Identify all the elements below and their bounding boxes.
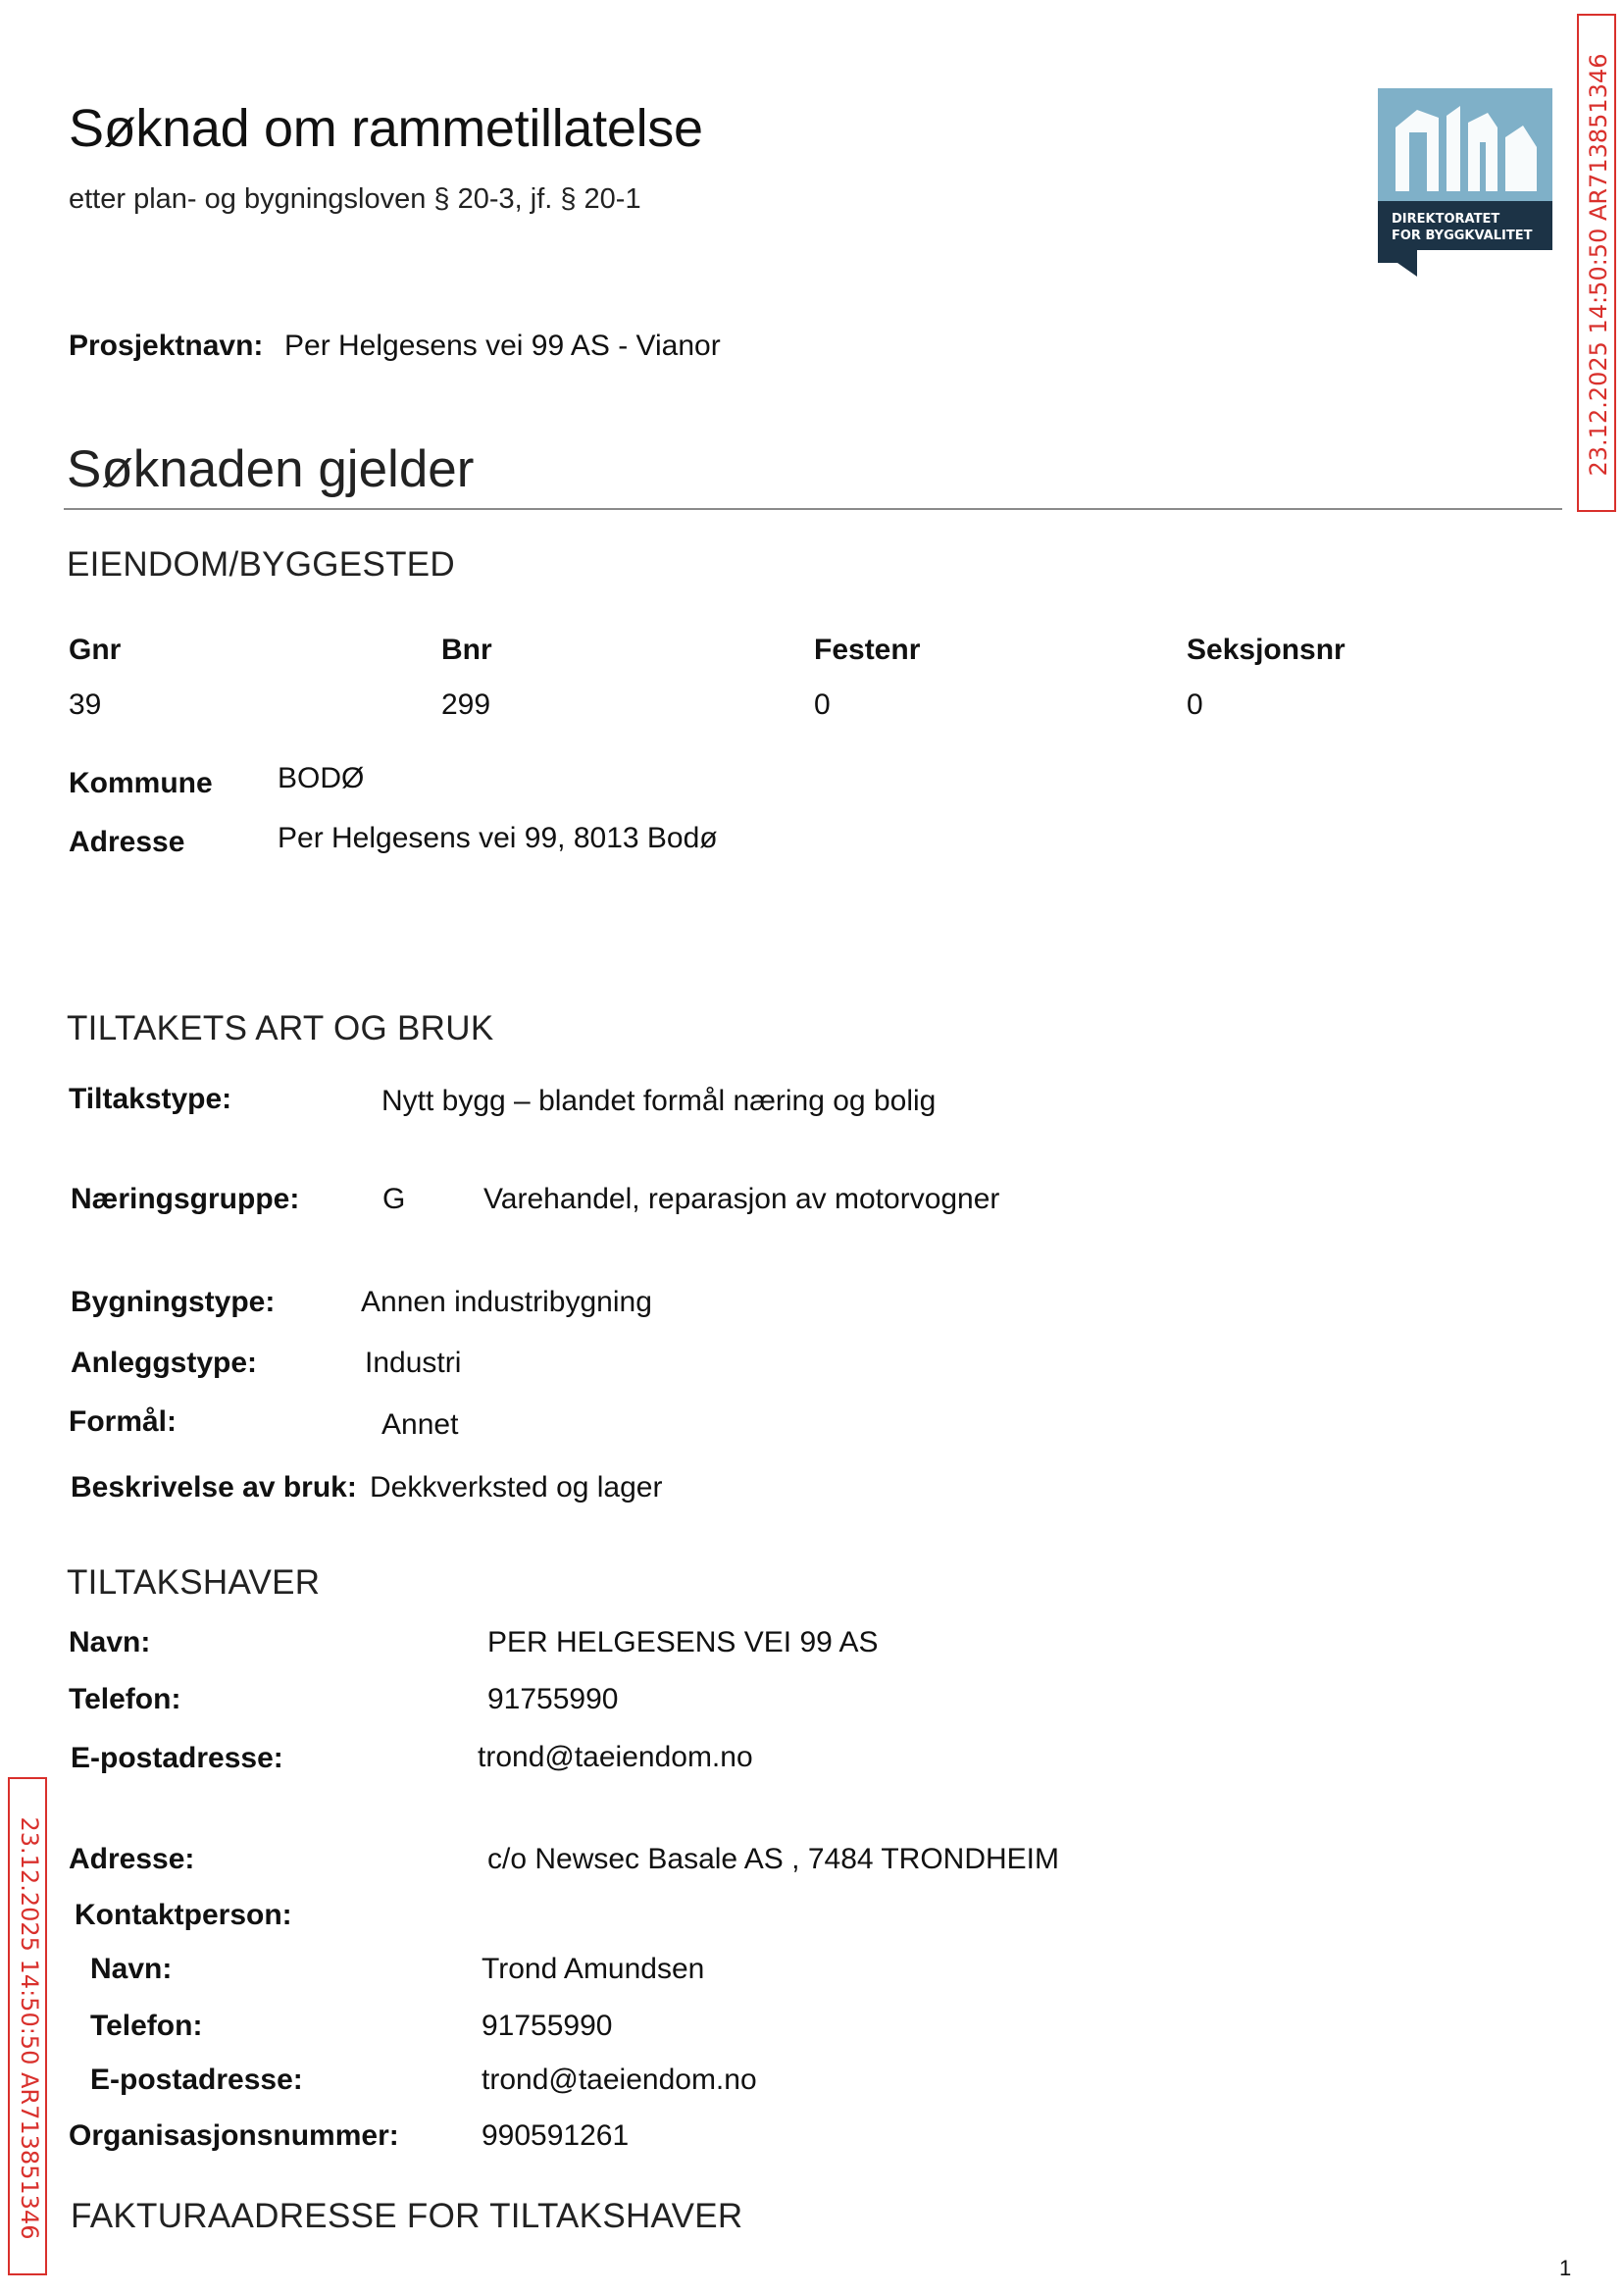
logo-text-line1: DIREKTORATET bbox=[1392, 212, 1500, 227]
heading-tiltakets-art: TILTAKETS ART OG BRUK bbox=[67, 1009, 494, 1047]
anleggstype-label: Anleggstype: bbox=[71, 1347, 258, 1379]
heading-tiltakshaver: TILTAKSHAVER bbox=[67, 1563, 321, 1602]
beskrivelse-value: Dekkverksted og lager bbox=[370, 1471, 663, 1504]
formal-label: Formål: bbox=[69, 1405, 178, 1438]
tiltakstype-label: Tiltakstype: bbox=[69, 1083, 232, 1115]
kontakt-navn-value: Trond Amundsen bbox=[482, 1953, 705, 1985]
orgnr-value: 990591261 bbox=[482, 2119, 630, 2152]
project-value: Per Helgesens vei 99 AS - Vianor bbox=[284, 330, 721, 362]
anleggstype-value: Industri bbox=[365, 1347, 462, 1379]
tiltakshaver-navn-value: PER HELGESENS VEI 99 AS bbox=[487, 1626, 879, 1658]
kontakt-epost-value: trond@taeiendom.no bbox=[482, 2064, 757, 2096]
tiltakshaver-epost-label: E-postadresse: bbox=[71, 1742, 283, 1774]
section-divider bbox=[64, 508, 1562, 510]
kontakt-navn-label: Navn: bbox=[90, 1953, 173, 1985]
tiltakshaver-adresse-value: c/o Newsec Basale AS , 7484 TRONDHEIM bbox=[487, 1843, 1060, 1875]
festenr-value: 0 bbox=[814, 688, 831, 721]
stamp-text-top: 23.12.2025 14:50:50 AR713851346 bbox=[1585, 53, 1612, 477]
tiltakshaver-adresse-label: Adresse: bbox=[69, 1843, 195, 1875]
naeringsgruppe-value: Varehandel, reparasjon av motorvogner bbox=[483, 1183, 1000, 1215]
adresse-value: Per Helgesens vei 99, 8013 Bodø bbox=[278, 822, 718, 854]
beskrivelse-label: Beskrivelse av bruk: bbox=[71, 1471, 357, 1504]
tiltakshaver-telefon-value: 91755990 bbox=[487, 1683, 619, 1715]
adresse-label: Adresse bbox=[69, 826, 185, 858]
tiltakshaver-navn-label: Navn: bbox=[69, 1626, 151, 1658]
document-subtitle: etter plan- og bygningsloven § 20-3, jf. § 20-1 bbox=[69, 183, 641, 215]
timestamp-stamp-top bbox=[1577, 14, 1616, 512]
formal-value: Annet bbox=[381, 1408, 459, 1441]
orgnr-label: Organisasjonsnummer: bbox=[69, 2119, 399, 2152]
stamp-text-left: 23.12.2025 14:50:50 AR713851346 bbox=[16, 1816, 43, 2240]
heading-fakturaadresse: FAKTURAADRESSE FOR TILTAKSHAVER bbox=[71, 2197, 743, 2235]
kontaktperson-label: Kontaktperson: bbox=[75, 1899, 292, 1931]
naeringsgruppe-label: Næringsgruppe: bbox=[71, 1183, 300, 1215]
page-number: 1 bbox=[1559, 2256, 1572, 2280]
dibk-logo bbox=[1378, 88, 1552, 277]
bygningstype-label: Bygningstype: bbox=[71, 1286, 276, 1318]
tiltakshaver-epost-value: trond@taeiendom.no bbox=[478, 1741, 753, 1773]
gnr-value: 39 bbox=[69, 688, 102, 721]
gnr-label: Gnr bbox=[69, 634, 122, 666]
tiltakshaver-telefon-label: Telefon: bbox=[69, 1683, 181, 1715]
kontakt-epost-label: E-postadresse: bbox=[90, 2064, 303, 2096]
festenr-label: Festenr bbox=[814, 634, 921, 666]
kontakt-telefon-value: 91755990 bbox=[482, 2010, 613, 2042]
tiltakstype-value: Nytt bygg – blandet formål næring og bolig bbox=[381, 1085, 937, 1117]
kommune-value: BODØ bbox=[278, 762, 365, 794]
timestamp-stamp-left bbox=[8, 1777, 47, 2275]
naeringsgruppe-code: G bbox=[382, 1183, 406, 1215]
heading-eiendom: EIENDOM/BYGGESTED bbox=[67, 545, 455, 584]
logo-text-line2: FOR BYGGKVALITET bbox=[1392, 229, 1533, 243]
bnr-value: 299 bbox=[441, 688, 491, 721]
section-heading-soknaden-gjelder: Søknaden gjelder bbox=[67, 440, 475, 498]
document-title: Søknad om rammetillatelse bbox=[69, 99, 703, 158]
bygningstype-value: Annen industribygning bbox=[361, 1286, 652, 1318]
bnr-label: Bnr bbox=[441, 634, 492, 666]
seksjonsnr-label: Seksjonsnr bbox=[1187, 634, 1345, 666]
seksjonsnr-value: 0 bbox=[1187, 688, 1203, 721]
project-label: Prosjektnavn: bbox=[69, 330, 264, 362]
kontakt-telefon-label: Telefon: bbox=[90, 2010, 203, 2042]
kommune-label: Kommune bbox=[69, 767, 213, 799]
